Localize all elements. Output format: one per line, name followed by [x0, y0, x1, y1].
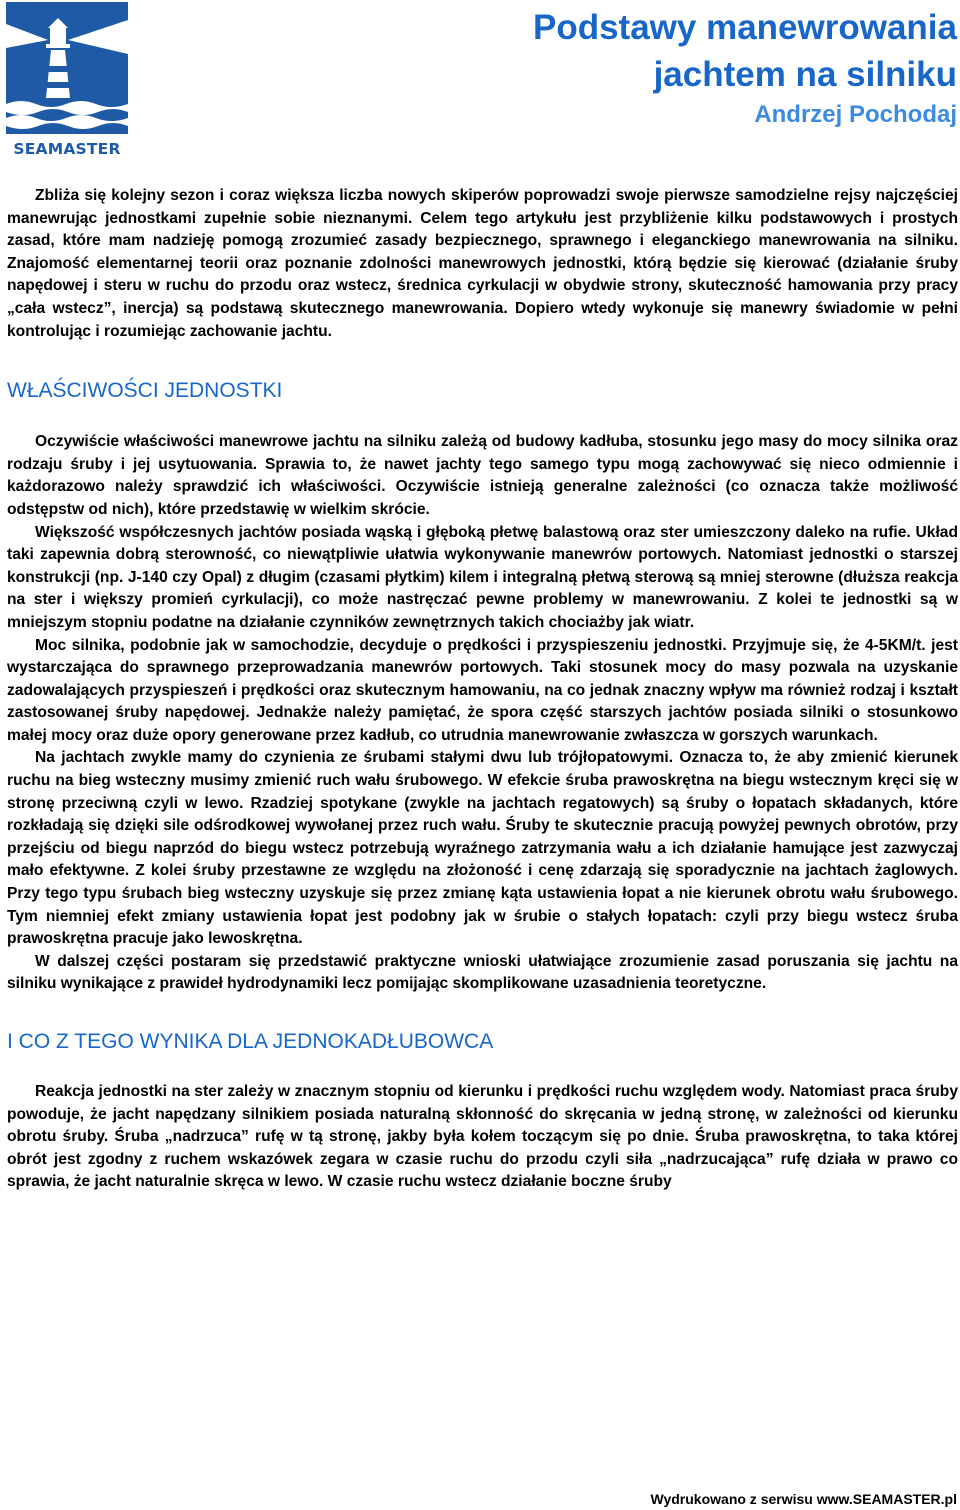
seamaster-logo: [6, 2, 128, 162]
article-body: [7, 185, 958, 1194]
article-author: Andrzej Pochodaj: [754, 101, 957, 128]
section-heading-monohull: I CO Z TEGO WYNIKA DLA JEDNOKADŁUBOWCA: [7, 1030, 494, 1053]
section1-paragraph-2: Większość współczesnych jachtów posiada wąską i głęboką płetwę balastową oraz ster umieszczony daleko na rufie. Układ taki zapewnia dobrą sterowność, co niewątpliwie ułatwia wykonywanie manewrów portowych. Natomiast jednostki o starszej konstrukcji (np. J-140 czy Opal) z długim (czasami płytkim) kilem i integralną płetwą sterową są mniej sterowne (dłuższa reakcja na ster i większy promień cyrkulacji), co może nastręczać pewne problemy w manewrowaniu. Z kolei te jednostki są w mniejszym stopniu podatne na działanie czynników zewnętrznych takich chociażby jak wiatr.: [7, 523, 958, 631]
section1-paragraph-4: Na jachtach zwykle mamy do czynienia ze śrubami stałymi dwu lub trójłopatowymi. Oznacza to, że aby zmienić kierunek ruchu na bieg wsteczny musimy zmienić ruch wału śrubowego. W efekcie śruba prawoskrętna na biegu wstecznym kręci się w stronę przeciwną czyli w lewo. Rzadziej spotykane (zwykle na jachtach regatowych) są śruby o łopatach składanych, które rozkładają się dzięki sile odśrodkowej wywołanej przez ruch wału. Śruby te skutecznie pracują powyżej pewnych obrotów, przy przejściu od biegu naprzód do biegu wstecz potrzebują wyraźnego zatrzymania wału a ich działanie hamujące jest zazwyczaj mało efektywne. Z kolei śruby przestawne ze względu na złożoność i cenę zdarzają się sporadycznie na jachtach żaglowych. Przy tego typu śrubach bieg wsteczny uzyskuje się przez zmianę kąta ustawienia łopat a nie kierunek obrotu wału śrubowego. Tym niemniej efekt zmiany ustawienia łopat jest podobny jak w śrubie o stałych łopatach: czyli przy biegu wstecz śruba prawoskrętna pracuje jako lewoskrętna.: [7, 749, 958, 948]
section1-paragraph-3: Moc silnika, podobnie jak w samochodzie, decyduje o prędkości i przyspieszeniu jednostki. Przyjmuje się, że 4-5KM/t. jest wystarczająca do sprawnego przeprowadzania manewrów portowych. Taki stosunek mocy do masy pozwala na uzyskanie zadowalających przyspieszeń i prędkości oraz skutecznym hamowaniu, na co jednak znaczny wpływ ma również rodzaj i kształt zastosowanej śruby napędowej. Jednakże należy pamiętać, że spora część starszych jachtów posiada silniki o stosunkowo małej mocy oraz duże opory generowane przez kadłub, co utrudnia manewrowanie zwłaszcza w gorszych warunkach.: [7, 636, 958, 744]
article-title-line-2: jachtem na silniku: [653, 55, 957, 94]
lighthouse-icon: [6, 2, 128, 134]
section1-paragraph-5: W dalszej części postaram się przedstawić praktyczne wnioski ułatwiające zrozumienie zasad poruszania się jachtu na silniku wynikające z prawideł hydrodynamiki lecz pomijając skomplikowane uzasadnienia teoretyczne.: [7, 952, 958, 993]
section1-paragraph-1: Oczywiście właściwości manewrowe jachtu na silniku zależą od budowy kadłuba, stosunku jego masy do mocy silnika oraz rodzaju śruby i jej usytuowania. Sprawia to, że nawet jachty tego samego typu mogą zachowywać się nieco odmiennie i każdorazowo należy sprawdzić ich właściwości. Oczywiście istnieją generalne zależności (co oznacza także możliwość odstępstw od nich), które przedstawię w wielkim skrócie.: [7, 433, 958, 518]
print-footer: Wydrukowano z serwisu www.SEAMASTER.pl: [650, 1491, 957, 1507]
logo-wordmark: SEAMASTER: [13, 140, 121, 158]
article-title-line-1: Podstawy manewrowania: [532, 8, 957, 47]
section2-paragraph-1: Reakcja jednostki na ster zależy w znacznym stopniu od kierunku i prędkości ruchu względem wody. Natomiast praca śruby powoduje, że jacht napędzany silnikiem posiada naturalną skłonność do skręcania w jedną stronę, w zależności od kierunku obrotu śruby. Śruba „nadrzuca” rufę w tą stronę, jakby była kołem toczącym się po dnie. Śruba prawoskrętna, to taka której obrót jest zgodny z ruchem wskazówek zegara w czasie ruchu do przodu czyli siła „nadrzucająca” rufę działa w prawo co sprawia, że jacht naturalnie skręca w lewo. W czasie ruchu wstecz działanie boczne śruby: [7, 1083, 958, 1191]
article-header: [533, 4, 957, 131]
intro-paragraph: Zbliża się kolejny sezon i coraz większa liczba nowych skiperów poprowadzi swoje pierwsze samodzielne rejsy najczęściej manewrując jednostkami zupełnie sobie nieznanymi. Celem tego artykułu jest przybliżenie kilku podstawowych i prostych zasad, które mam nadzieję pomogą zrozumieć zasady bezpiecznego, sprawnego i eleganckiego manewrowania na silniku. Znajomość elementarnej teorii oraz poznanie zdolności manewrowych jednostki, którą będzie się kierować (działanie śruby napędowej i steru w ruchu do przodu oraz wstecz, średnica cyrkulacji w obydwie strony, skuteczność hamowania przy pracy „cała wstecz”, inercja) są podstawą skutecznego manewrowania. Dopiero wtedy wykonuje się manewry świadomie w pełni kontrolując i rozumiejąc zachowanie jachtu.: [7, 187, 958, 340]
section-heading-properties: WŁAŚCIWOŚCI JEDNOSTKI: [7, 379, 283, 403]
